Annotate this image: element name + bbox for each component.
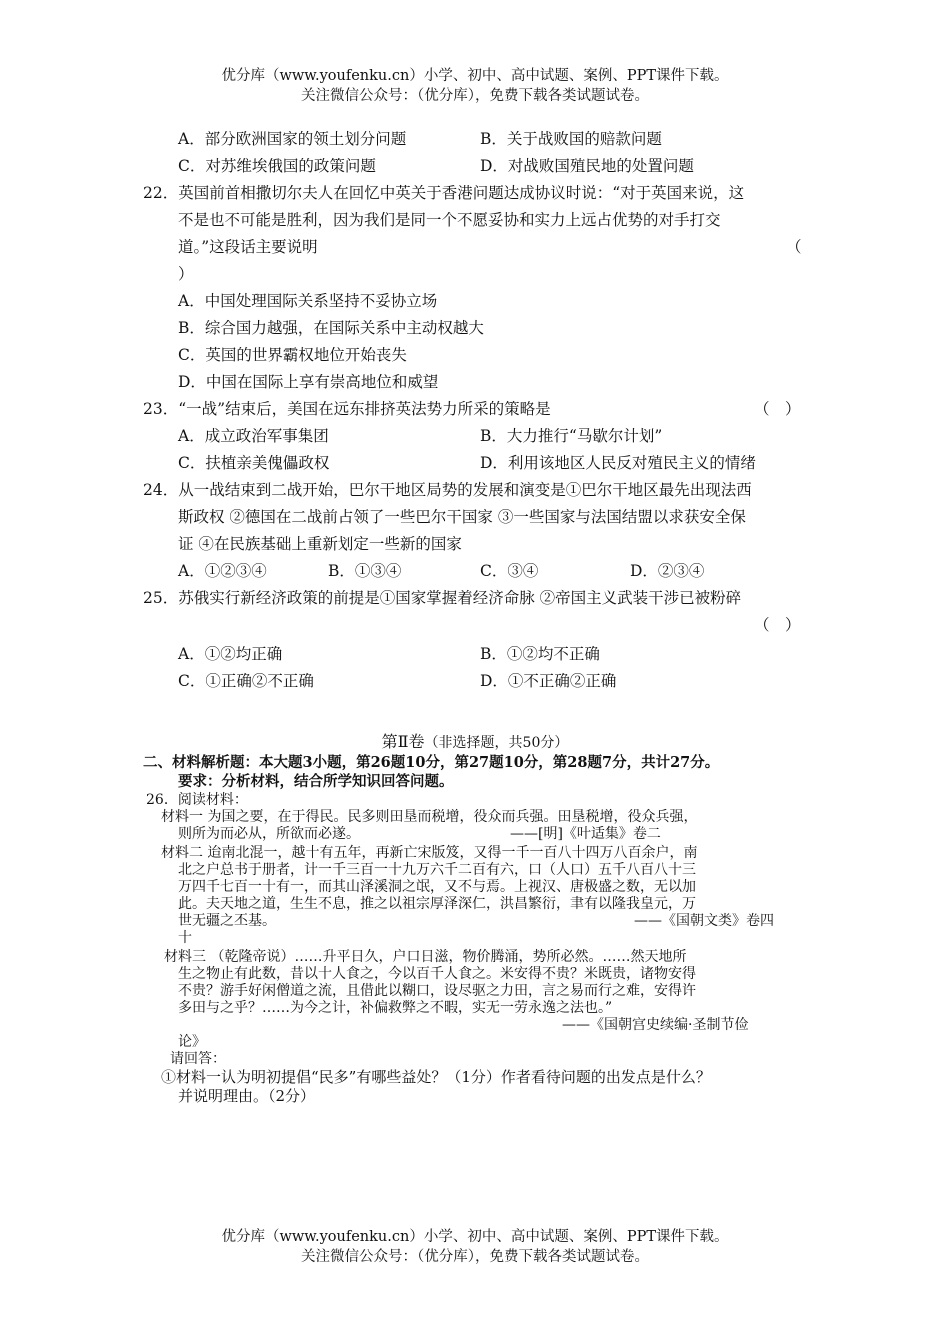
- q26-material-2-source-cont: 十: [178, 930, 192, 946]
- q21-option-d: D．对战败国殖民地的处置问题: [480, 157, 694, 175]
- q26-material-1-line-1: 材料一 为国之要，在于得民。民多则田垦而税增，役众而兵强。田垦税增，役众兵强，: [161, 809, 698, 825]
- q26-material-3-line-2: 生之物止有此数，昔以十人食之，今以百千人食之。米安得不贵？米既贵，诸物安得: [178, 966, 696, 982]
- q26-subquestion-1-line-1: ①材料一认为明初提倡“民多”有哪些益处？（1分）作者看待问题的出发点是什么？: [161, 1068, 711, 1086]
- q25-option-a: A．①②均正确: [178, 645, 283, 663]
- q23-stem: 23．“一战”结束后，美国在远东排挤英法势力所采的策略是: [143, 400, 551, 418]
- q26-material-2-line-4: 此。夫天地之道，生生不息，推之以祖宗厚泽深仁，洪昌繁衍，聿有以隆我皇元，万: [178, 896, 696, 912]
- q24-option-b: B．①③④: [328, 562, 402, 580]
- q26-material-2-line-3: 万四千七百一十有一，而其山泽溪洞之氓，又不与焉。上视汉、唐极盛之数，无以加: [178, 879, 696, 895]
- q26-subquestion-1-line-2: 并说明理由。（2分）: [178, 1087, 316, 1105]
- q23-option-c: C．扶植亲美傀儡政权: [178, 454, 330, 472]
- q22-stem-line-1: 22．英国前首相撒切尔夫人在回忆中英关于香港问题达成协议时说：“对于英国来说，这: [143, 184, 745, 202]
- q23-option-b: B．大力推行“马歇尔计划”: [480, 427, 663, 445]
- q26-material-2-line-2: 北之户总书于册者，计一千三百一十九万六千二百有六，口（人口）五千八百八十三: [178, 862, 696, 878]
- q26-material-3-source: ——《国朝宫史续编·圣制节俭: [562, 1017, 749, 1033]
- q22-answer-paren-open: （: [786, 238, 802, 256]
- q26-material-2-line-1: 材料二 迨南北混一，越十有五年，再新亡宋版笈，又得一千一百八十四万八百余户，南: [161, 845, 698, 861]
- q25-option-d: D．①不正确②正确: [480, 672, 617, 690]
- q24-stem-line-2: 斯政权 ②德国在二战前占领了一些巴尔干国家 ③一些国家与法国结盟以求获安全保: [178, 508, 746, 526]
- header-line-1: 优分库（www.youfenku.cn）小学、初中、高中试题、案例、PPT课件下载。: [221, 68, 729, 84]
- q21-option-a: A．部分欧洲国家的领土划分问题: [178, 130, 407, 148]
- q22-option-d: D．中国在国际上享有崇高地位和威望: [178, 373, 439, 391]
- q21-option-b: B．关于战败国的赔款问题: [480, 130, 662, 148]
- q22-stem-line-3: 道。”这段话主要说明: [178, 238, 318, 256]
- q22-option-c: C．英国的世界霸权地位开始丧失: [178, 346, 407, 364]
- q25-stem: 25．苏俄实行新经济政策的前提是①国家掌握着经济命脉 ②帝国主义武装干涉已被粉碎: [143, 589, 742, 607]
- page-header: [0, 66, 950, 106]
- q25-option-b: B．①②均不正确: [480, 645, 600, 663]
- q23-option-d: D．利用该地区人民反对殖民主义的情绪: [480, 454, 756, 472]
- q26-ask-label: 请回答：: [170, 1051, 226, 1067]
- q24-option-a: A．①②③④: [178, 562, 267, 580]
- q25-answer-paren: （ ）: [754, 616, 801, 634]
- q24-option-c: C．③④: [480, 562, 539, 580]
- q26-material-3-line-3: 不贵？游手好闲僧道之流，且借此以糊口，设尽驱之力田，言之易而行之难，安得许: [178, 983, 696, 999]
- section-2-subtitle: （非选择题，共50分）: [424, 735, 569, 751]
- q22-answer-paren-close: ）: [178, 265, 194, 283]
- q24-stem-line-1: 24．从一战结束到二战开始，巴尔干地区局势的发展和演变是①巴尔干地区最先出现法西: [143, 481, 752, 499]
- section-2-requirement: 要求：分析材料，结合所学知识回答问题。: [178, 773, 454, 790]
- section-2-instructions: 二、材料解析题：本大题3小题，第26题10分，第27题10分，第28题7分，共计27分。: [143, 754, 720, 771]
- q26-material-3-line-1: 材料三 （乾隆帝说）……升平日久，户口日滋，物价腾涌，势所必然。……然天地所: [164, 949, 687, 965]
- section-2-title-main: 第Ⅱ卷: [381, 732, 425, 751]
- footer-line-2: 关注微信公众号：（优分库），免费下载各类试题试卷。: [301, 1249, 649, 1265]
- footer-line-1: 优分库（www.youfenku.cn）小学、初中、高中试题、案例、PPT课件下载。: [221, 1229, 729, 1245]
- header-line-2: 关注微信公众号：（优分库），免费下载各类试题试卷。: [301, 88, 649, 104]
- q26-material-1-source: ——[明]《叶适集》卷二: [510, 826, 661, 842]
- q23-answer-paren: （ ）: [754, 400, 801, 418]
- q26-material-3-line-4: 多田与之乎？……为今之计，补偏救弊之不暇，实无一劳永逸之法也。”: [178, 1000, 613, 1016]
- q26-material-3-source-cont: 论》: [178, 1034, 206, 1050]
- q22-option-a: A．中国处理国际关系坚持不妥协立场: [178, 292, 438, 310]
- q24-stem-line-3: 证 ④在民族基础上重新划定一些新的国家: [178, 535, 462, 553]
- q23-option-a: A．成立政治军事集团: [178, 427, 329, 445]
- section-2-title: [0, 731, 950, 754]
- q25-option-c: C．①正确②不正确: [178, 672, 314, 690]
- q26-label: 26．阅读材料：: [146, 792, 248, 808]
- q26-material-2-source: ——《国朝文类》卷四: [634, 913, 774, 929]
- q26-material-2-line-5: 世无疆之丕基。: [178, 913, 276, 929]
- q22-stem-line-2: 不是也不可能是胜利，因为我们是同一个不愿妥协和实力上远占优势的对手打交: [178, 211, 721, 229]
- q24-option-d: D．②③④: [630, 562, 705, 580]
- q21-option-c: C．对苏维埃俄国的政策问题: [178, 157, 376, 175]
- page-footer: [0, 1227, 950, 1267]
- q22-option-b: B．综合国力越强，在国际关系中主动权越大: [178, 319, 484, 337]
- q26-material-1-line-2: 则所为而必从，所欲而必遂。: [178, 826, 360, 842]
